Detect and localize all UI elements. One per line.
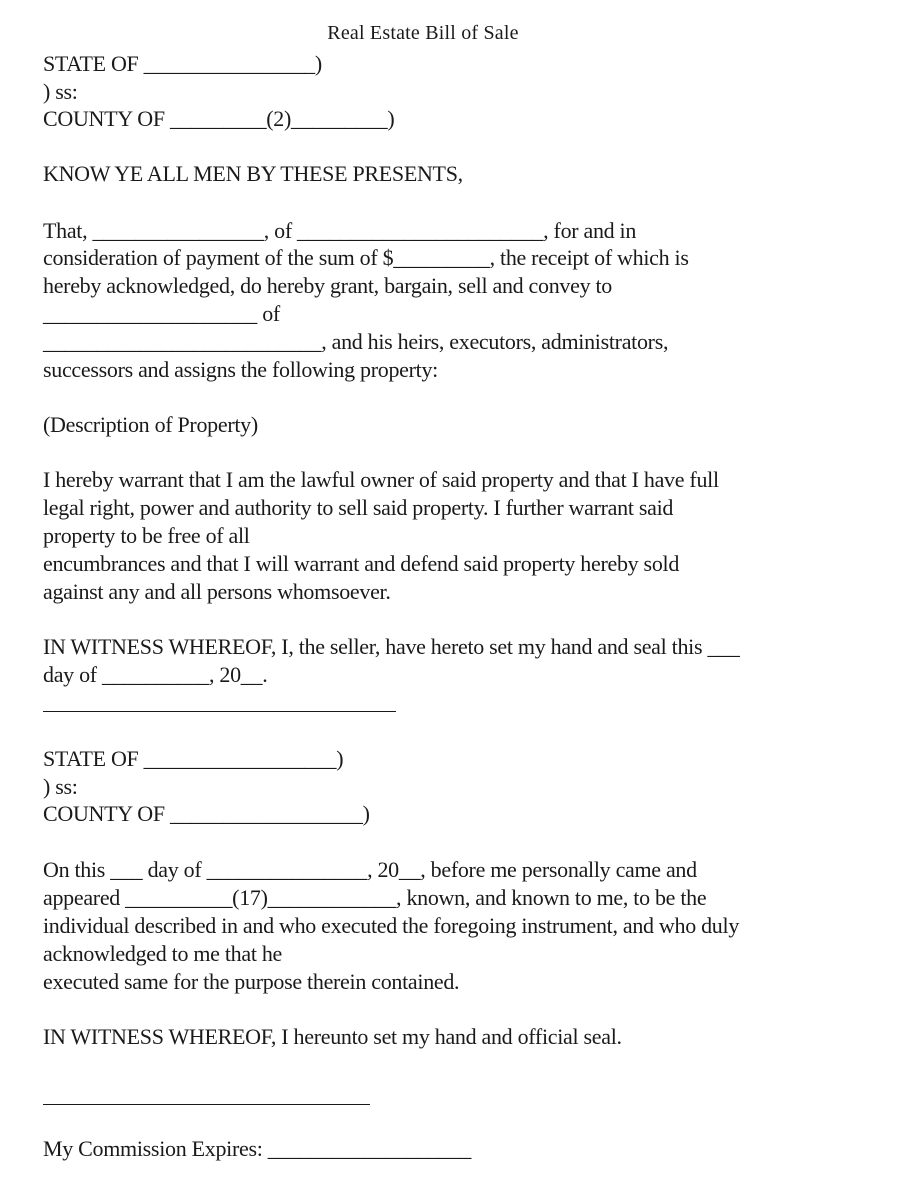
grant-paragraph-line-2: consideration of payment of the sum of $_________, the receipt of which is bbox=[43, 245, 689, 270]
notary-county-of-line: COUNTY OF __________________) bbox=[43, 801, 370, 826]
document-title: Real Estate Bill of Sale bbox=[327, 22, 519, 44]
notary-ss-line: ) ss: bbox=[43, 774, 78, 799]
grant-paragraph-line-1: That, ________________, of _______________________, for and in bbox=[43, 218, 637, 243]
seller-witness-line-2: day of __________, 20__. bbox=[43, 662, 268, 687]
grant-paragraph-line-6: successors and assigns the following property: bbox=[43, 357, 438, 382]
ss-line: ) ss: bbox=[43, 79, 78, 104]
acknowledgment-line-2: appeared __________(17)____________, known, and known to me, to be the bbox=[43, 885, 707, 910]
property-description-line: (Description of Property) bbox=[43, 412, 258, 437]
warranty-paragraph-line-3: property to be free of all bbox=[43, 523, 250, 548]
notary-witness-line: IN WITNESS WHEREOF, I hereunto set my hand and official seal. bbox=[43, 1024, 622, 1049]
know-ye-line: KNOW YE ALL MEN BY THESE PRESENTS, bbox=[43, 161, 463, 186]
warranty-paragraph-line-5: against any and all persons whomsoever. bbox=[43, 579, 391, 604]
seller-signature-line bbox=[43, 711, 396, 712]
grant-paragraph-line-3: hereby acknowledged, do hereby grant, bargain, sell and convey to bbox=[43, 273, 613, 298]
state-of-line: STATE OF ________________) bbox=[43, 51, 322, 76]
grant-paragraph-line-5: __________________________, and his heirs, executors, administrators, bbox=[43, 329, 669, 354]
acknowledgment-line-4: acknowledged to me that he bbox=[43, 941, 283, 966]
acknowledgment-line-1: On this ___ day of _______________, 20__, before me personally came and bbox=[43, 857, 697, 882]
warranty-paragraph-line-4: encumbrances and that I will warrant and defend said property hereby sold bbox=[43, 551, 680, 576]
grant-paragraph-line-4: ____________________ of bbox=[43, 301, 280, 326]
commission-expires-line: My Commission Expires: ___________________ bbox=[43, 1136, 472, 1161]
seller-witness-line-1: IN WITNESS WHEREOF, I, the seller, have hereto set my hand and seal this ___ bbox=[43, 634, 740, 659]
acknowledgment-line-3: individual described in and who executed the foregoing instrument, and who duly bbox=[43, 913, 740, 938]
warranty-paragraph-line-1: I hereby warrant that I am the lawful owner of said property and that I have full bbox=[43, 467, 719, 492]
warranty-paragraph-line-2: legal right, power and authority to sell said property. I further warrant said bbox=[43, 495, 674, 520]
county-of-line: COUNTY OF _________(2)_________) bbox=[43, 106, 395, 131]
notary-signature-line bbox=[43, 1104, 370, 1105]
notary-state-of-line: STATE OF __________________) bbox=[43, 746, 344, 771]
acknowledgment-line-5: executed same for the purpose therein contained. bbox=[43, 969, 460, 994]
